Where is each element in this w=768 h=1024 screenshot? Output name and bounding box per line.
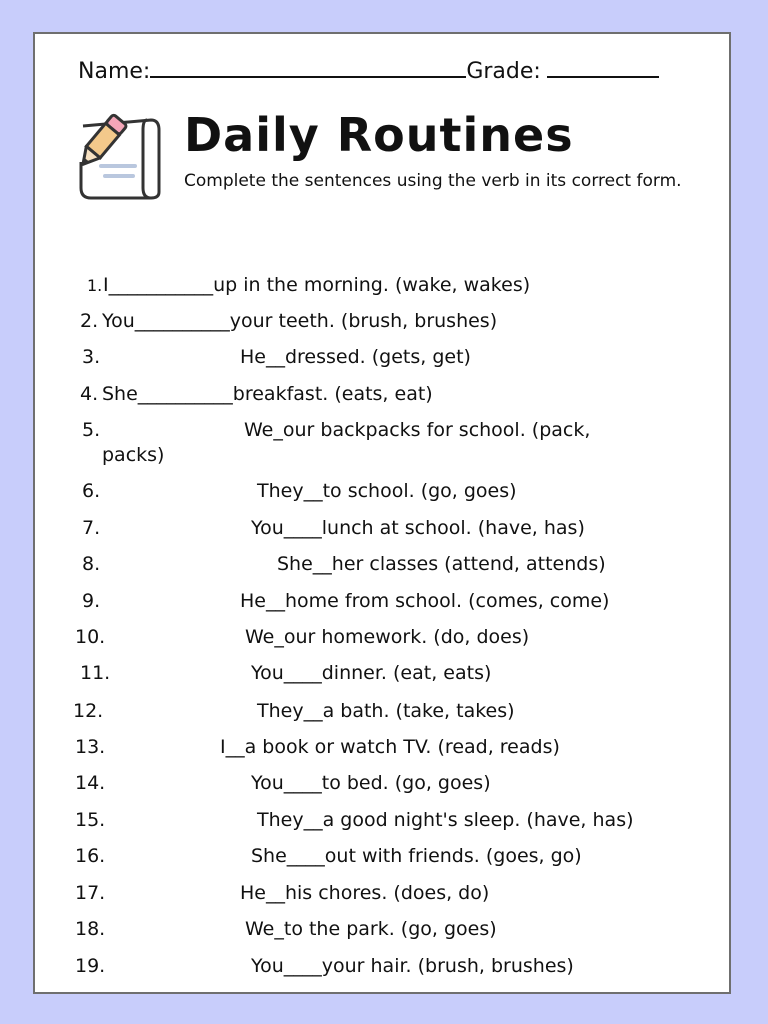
question-number: 4. [80,383,99,405]
question-text: He__his chores. (does, do) [240,882,490,904]
worksheet [33,32,731,994]
question-text: He__dressed. (gets, get) [240,346,471,368]
question-text: We_to the park. (go, goes) [245,918,497,940]
question-number: 10. [75,626,106,648]
question-text: I__a book or watch TV. (read, reads) [220,736,560,758]
question-text: You__________your teeth. (brush, brushes) [102,310,498,332]
question-number: 19. [75,955,106,977]
grade-label: Grade: [466,59,541,84]
question-text: They__a good night's sleep. (have, has) [257,809,634,831]
question-number: 18. [75,918,106,940]
name-label: Name: [78,59,151,84]
question-text: You____dinner. (eat, eats) [251,662,492,684]
question-number: 12. [73,700,104,722]
name-blank[interactable] [150,56,466,78]
question-text: She__________breakfast. (eats, eat) [102,383,433,405]
question-text: We_our backpacks for school. (pack, [244,419,591,441]
grade-blank[interactable] [547,56,659,78]
page-title: Daily Routines [184,108,574,162]
question-text: He__home from school. (comes, come) [240,590,610,612]
question-number: 15. [75,809,106,831]
question-number: 14. [75,772,106,794]
question-number: 7. [82,517,101,539]
question-number: 6. [82,480,101,502]
question-number: 13. [75,736,106,758]
question-text: She__her classes (attend, attends) [277,553,606,575]
question-number: 9. [82,590,101,612]
question-text: I___________up in the morning. (wake, wakes) [103,274,531,296]
question-text: You____to bed. (go, goes) [251,772,491,794]
question-number: 5. [82,419,101,441]
question-text: We_our homework. (do, does) [245,626,530,648]
question-text: She____out with friends. (goes, go) [251,845,582,867]
instructions: Complete the sentences using the verb in its correct form. [184,171,682,191]
question-text: They__a bath. (take, takes) [257,700,515,722]
question-text: They__to school. (go, goes) [257,480,517,502]
question-number: 2. [80,310,99,332]
question-text: You____your hair. (brush, brushes) [251,955,574,977]
question-text-continued: packs) [102,444,165,466]
question-number: 11. [80,662,111,684]
header-line [78,56,659,84]
question-text: You____lunch at school. (have, has) [251,517,585,539]
question-number: 17. [75,882,106,904]
question-number: 16. [75,845,106,867]
question-number: 3. [82,346,101,368]
question-number: 1. [87,276,103,295]
question-number: 8. [82,553,101,575]
pencil-paper-icon [63,106,167,202]
